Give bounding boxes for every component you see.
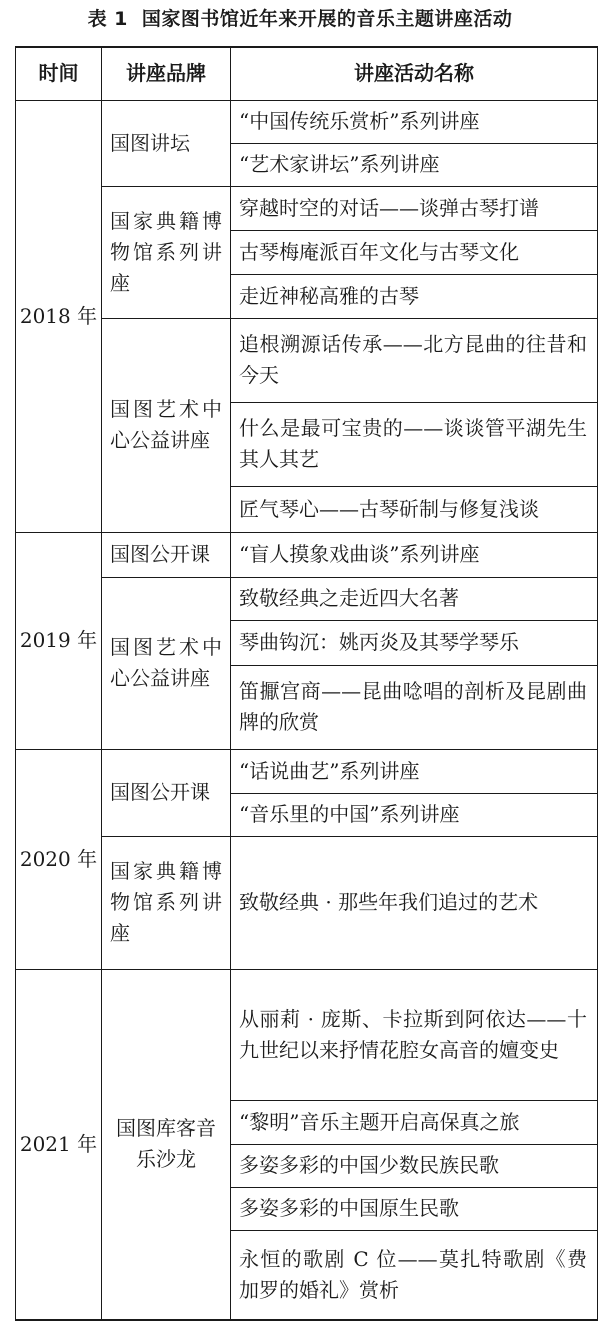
table-row (16, 100, 598, 143)
activity-cell: 琴曲钩沉：姚丙炎及其琴学琴乐 (231, 620, 598, 665)
activity-cell: 什么是最可宝贵的——谈谈管平湖先生其人其艺 (231, 402, 598, 486)
table-row (16, 749, 598, 793)
brand-cell: 国图公开课 (102, 532, 231, 577)
activity-cell: 多姿多彩的中国少数民族民歌 (231, 1144, 598, 1187)
activity-cell: 致敬经典之走近四大名著 (231, 577, 598, 620)
activity-cell: 走近神秘高雅的古琴 (231, 274, 598, 318)
activity-cell: 多姿多彩的中国原生民歌 (231, 1187, 598, 1230)
year-cell: 2019 年 (16, 532, 102, 749)
header-brand: 讲座品牌 (102, 47, 231, 100)
activity-cell: “音乐里的中国”系列讲座 (231, 793, 598, 836)
header-activity: 讲座活动名称 (231, 47, 598, 100)
activity-cell: “话说曲艺”系列讲座 (231, 749, 598, 793)
header-row (16, 47, 598, 100)
activity-cell: 古琴梅庵派百年文化与古琴文化 (231, 230, 598, 274)
table-caption (0, 0, 600, 40)
table-row (16, 969, 598, 1100)
year-cell: 2021 年 (16, 969, 102, 1320)
header-time: 时间 (16, 47, 102, 100)
activity-cell: “艺术家讲坛”系列讲座 (231, 143, 598, 186)
year-cell: 2018 年 (16, 100, 102, 532)
activity-cell: 匠气琴心——古琴斫制与修复浅谈 (231, 486, 598, 532)
table-title: 国家图书馆近年来开展的音乐主题讲座活动 (141, 8, 513, 30)
activity-cell: “黎明”音乐主题开启高保真之旅 (231, 1100, 598, 1144)
table-row (16, 186, 598, 230)
brand-cell: 国家典籍博物馆系列讲座 (102, 186, 231, 318)
brand-cell: 国家典籍博物馆系列讲座 (102, 836, 231, 969)
table-row (16, 836, 598, 969)
brand-cell: 国图讲坛 (102, 100, 231, 186)
table-row (16, 577, 598, 620)
brand-cell: 国图艺术中心公益讲座 (102, 318, 231, 532)
activity-cell: “中国传统乐赏析”系列讲座 (231, 100, 598, 143)
activity-cell: “盲人摸象戏曲谈”系列讲座 (231, 532, 598, 577)
lecture-table (15, 46, 598, 1321)
activity-cell: 永恒的歌剧 C 位——莫扎特歌剧《费加罗的婚礼》赏析 (231, 1230, 598, 1320)
activity-cell: 穿越时空的对话——谈弹古琴打谱 (231, 186, 598, 230)
year-cell: 2020 年 (16, 749, 102, 969)
activity-cell: 致敬经典 · 那些年我们追过的艺术 (231, 836, 598, 969)
activity-cell: 追根溯源话传承——北方昆曲的往昔和今天 (231, 318, 598, 402)
table-number: 表 1 (87, 8, 128, 30)
table-row (16, 532, 598, 577)
brand-cell: 国图公开课 (102, 749, 231, 836)
brand-cell: 国图库客音乐沙龙 (102, 969, 231, 1320)
brand-cell: 国图艺术中心公益讲座 (102, 577, 231, 749)
table-row (16, 318, 598, 402)
activity-cell: 从丽莉 · 庞斯、卡拉斯到阿依达——十九世纪以来抒情花腔女高音的嬗变史 (231, 969, 598, 1100)
activity-cell: 笛擫宫商——昆曲唸唱的剖析及昆剧曲牌的欣赏 (231, 665, 598, 749)
